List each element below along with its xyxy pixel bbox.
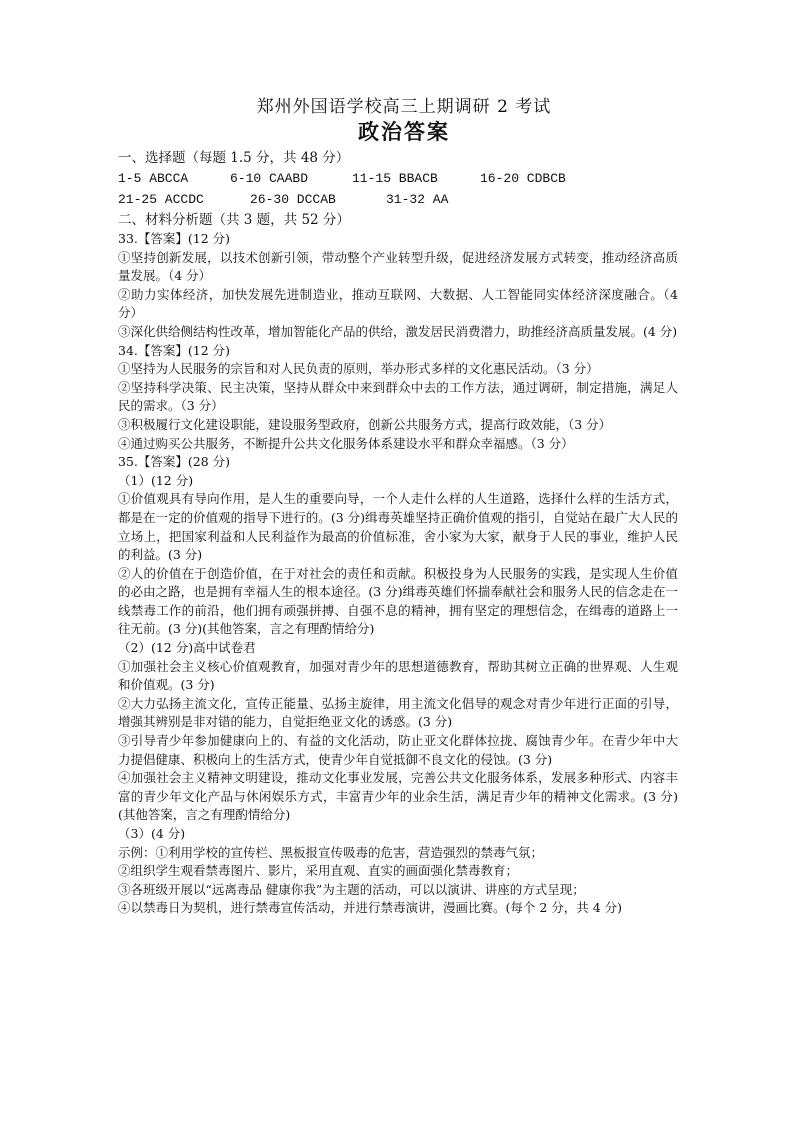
choice-answer-group: 31-32 AA [386,192,449,207]
q34-answer-item: ④通过购买公共服务，不断提升公共文化服务体系建设水平和群众幸福感。（3 分） [118,435,574,451]
q35-sub3-item: 示例：①利用学校的宣传栏、黑板报宣传吸毒的危害，营造强烈的禁毒气氛； [118,844,544,860]
q35-sub1-item: ①价值观具有导向作用，是人生的重要向导，一个人走什么样的人生道路，选择什么样的生活方式，都是在一定的价值观的指导下进行的。(3 分)缉毒英雄坚持正确价值观的指引，自觉站在最广大人民的立场上，把国家利益和人民利益作为最高的价值标准，舍小家为大家，献身于人民的事业，维护人民的利益。(3 分) [118,491,678,563]
choice-answer-group: 1-5 ABCCA [118,171,189,186]
q33-answer-item: ②助力实体经济，加快发展先进制造业，推动互联网、大数据、人工智能同实体经济深度融合。（4 分） [118,286,678,321]
q33-answer-item: ①坚持创新发展，以技术创新引领，带动整个产业转型升级，促进经济发展方式转变，推动经济高质量发展。（4 分） [118,249,678,284]
q34-label: 34.【答案】(12 分) [118,342,231,358]
choice-answer-group: 11-15 BBACB [352,171,438,186]
q34-answer-item: ②坚持科学决策、民主决策，坚持从群众中来到群众中去的工作方法，通过调研，制定措施，满足人民的需求。（3 分） [118,379,678,414]
q34-answer-item: ③积极履行文化建设职能，建设服务型政府，创新公共服务方式，提高行政效能，（3 分） [118,416,612,432]
answer-sheet [118,96,678,918]
q34-answer-item: ①坚持为人民服务的宗旨和对人民负责的原则，举办形式多样的文化惠民活动。（3 分） [118,361,599,377]
q35-label: 35.【答案】(28 分) [118,454,231,470]
q35-sub3-item: ④以禁毒日为契机，进行禁毒宣传活动，并进行禁毒演讲，漫画比赛。(每个 2 分，共 4 分) [118,900,623,916]
choice-answers-row-2 [118,189,678,210]
q35-sub2-label: （2）(12 分)高中试卷君 [118,640,256,656]
choice-answer-group: 26-30 DCCAB [250,192,336,207]
q35-sub2-item: ②大力弘扬主流文化，宣传正能量、弘扬主旋律，用主流文化倡导的观念对青少年进行正面的引导，增强其辨别是非对错的能力，自觉拒绝亚文化的诱惑。(3 分) [118,695,678,730]
q35-sub3-item: ③各班级开展以“远离毒品 健康你我”为主题的活动，可以以演讲、讲座的方式呈现； [118,881,585,897]
part2-heading: 二、材料分析题（共 3 题，共 52 分） [118,212,350,228]
choice-answer-group: 16-20 CDBCB [480,171,566,186]
q35-sub2-item: ④加强社会主义精神文明建设，推动文化事业发展，完善公共文化服务体系，发展多种形式、内容丰富的青少年文化产品与休闲娱乐方式，丰富青少年的业余生活，满足青少年的精神文化需求。(3 分)(其他答案，言之有理酌情给分) [118,770,678,823]
q35-sub2-item: ③引导青少年参加健康向上的、有益的文化活动，防止亚文化群体拉拢、腐蚀青少年。在青少年中大力提倡健康、积极向上的生活方式，使青少年自觉抵御不良文化的侵蚀。(3 分) [118,733,678,767]
q35-sub1-label: （1）(12 分) [118,472,194,488]
part1-heading: 一、选择题（每题 1.5 分，共 48 分） [118,150,350,166]
q35-sub3-label: （3）(4 分) [118,826,186,841]
choice-answer-group: 6-10 CAABD [230,171,309,186]
q35-sub2-item: ①加强社会主义核心价值观教育，加强对青少年的思想道德教育，帮助其树立正确的世界观、人生观和价值观。(3 分) [118,658,678,693]
choice-answers-row-1 [118,168,678,189]
q35-sub1-item: ②人的价值在于创造价值，在于对社会的责任和贡献。积极投身为人民服务的实践，是实现人生价值的必由之路，也是拥有幸福人生的根本途径。(3 分)缉毒英雄们怀揣奉献社会和服务人民的信念走在一线禁毒工作的前沿，他们拥有顽强拼搏、自强不息的精神，拥有坚定的理想信念，在缉毒的道路上一往无前。(3 分)(其他答案，言之有理酌情给分) [118,565,678,637]
school-title: 郑州外国语学校高三上期调研 2 考试 [256,97,552,117]
choice-answer-group: 21-25 ACCDC [118,192,204,207]
q33-answer-item: ③深化供给侧结构性改革，增加智能化产品的供给，激发居民消费潜力，助推经济高质量发展。(4 分) [118,323,678,339]
subject-title: 政治答案 [358,119,450,144]
q35-sub3-item: ②组织学生观看禁毒图片、影片，采用直观、直实的画面强化禁毒教育； [118,863,519,879]
q33-label: 33.【答案】(12 分) [118,231,231,246]
